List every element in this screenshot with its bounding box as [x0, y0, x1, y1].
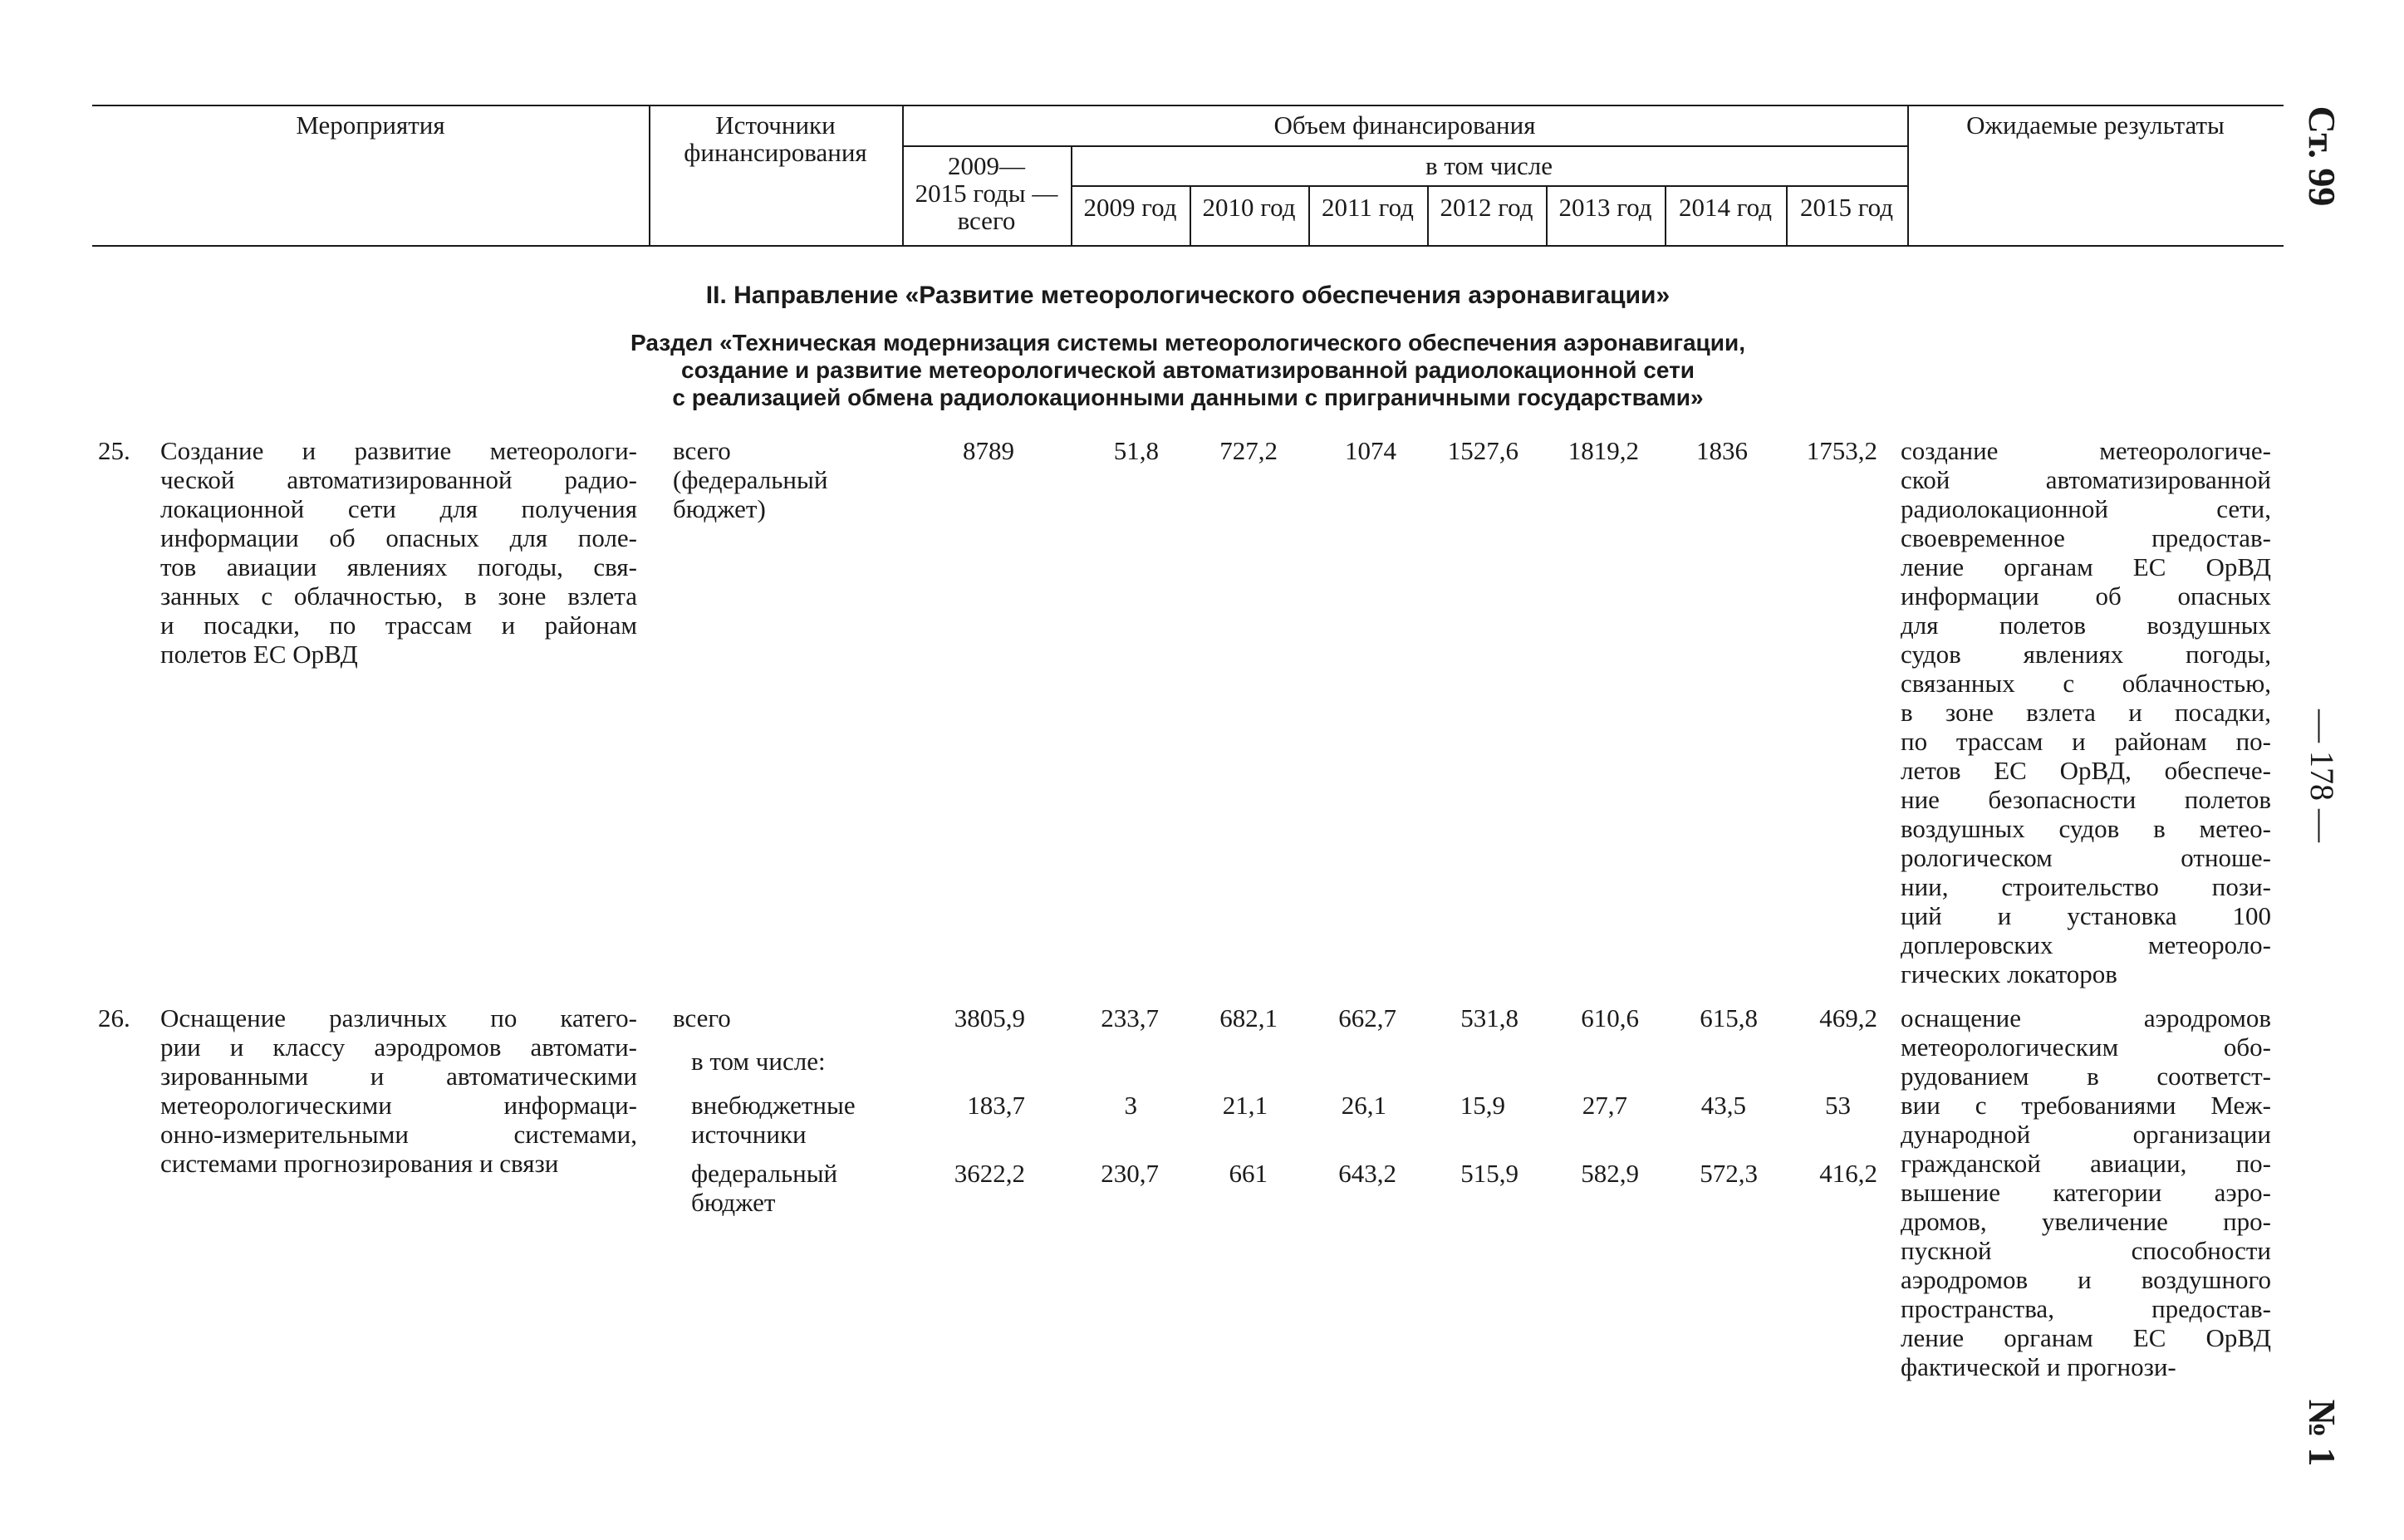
measure-text: зированными и автоматическими [160, 1062, 637, 1091]
header-including: в том числе [1425, 151, 1553, 180]
value-cell: 51,8 [1113, 436, 1159, 465]
value-cell: 26,1 [1341, 1091, 1386, 1120]
header-top-rule [92, 105, 2284, 106]
measure-text: локационной сети для получения [160, 494, 637, 523]
result-text: летов ЕС ОрВД, обеспече- [1901, 756, 2271, 785]
value-cell: 27,7 [1582, 1091, 1627, 1120]
header-year: 2010 год [1202, 193, 1296, 222]
header-year: 2011 год [1322, 193, 1414, 222]
value-cell: 233,7 [1101, 1003, 1159, 1032]
result-text: ление органам ЕС ОрВД [1901, 552, 2271, 581]
value-cell: 1074 [1345, 436, 1396, 465]
source-text: всего [673, 436, 731, 465]
result-text: своевременное предостав- [1901, 523, 2271, 552]
result-text: судов явлениях погоды, [1901, 640, 2271, 669]
result-text: рологическом отноше- [1901, 843, 2271, 872]
source-including: в том числе: [691, 1047, 826, 1076]
subsection-title: создание и развитие метеорологической автоматизированной радиолокационной сети [681, 357, 1695, 383]
header-year: 2012 год [1440, 193, 1533, 222]
header-sources: Источники [715, 110, 836, 140]
measure-text: системами прогнозирования и связи [160, 1149, 559, 1178]
value-cell: 469,2 [1819, 1003, 1877, 1032]
result-text: воздушных судов в метео- [1901, 814, 2271, 843]
header-volume-rule [902, 145, 1907, 147]
source-extrabudget: источники [691, 1120, 807, 1149]
article-marker: Ст. 99 [2301, 105, 2343, 207]
result-text: для полетов воздушных [1901, 611, 2271, 640]
value-cell: 416,2 [1819, 1159, 1877, 1188]
value-cell: 230,7 [1101, 1159, 1159, 1188]
measure-text: Оснащение различных по катего- [160, 1003, 637, 1032]
result-text: создание метеорологиче- [1901, 436, 2271, 465]
source-extrabudget: внебюджетные [691, 1091, 856, 1120]
header-year: 2014 год [1678, 193, 1773, 222]
header-year: 2009 год [1083, 193, 1177, 222]
measure-text: и посадки, по трассам и районам [160, 611, 637, 640]
result-text: ление органам ЕС ОрВД [1901, 1323, 2271, 1352]
value-cell: 661 [1229, 1159, 1268, 1188]
header-total: 2015 годы — [915, 179, 1058, 208]
measure-text: занных с облачностью, в зоне взлета [160, 581, 637, 611]
result-text: дромов, увеличение про- [1901, 1207, 2271, 1236]
header-year: 2015 год [1799, 193, 1894, 222]
value-cell: 582,9 [1581, 1159, 1639, 1188]
source-federal: федеральный [691, 1159, 838, 1188]
result-text: аэродромов и воздушного [1901, 1265, 2271, 1294]
header-sources: финансирования [684, 138, 867, 167]
value-cell: 15,9 [1460, 1091, 1505, 1120]
result-text: ской автоматизированной [1901, 465, 2271, 494]
result-text: вышение категории аэро- [1901, 1178, 2271, 1207]
source-federal: бюджет [691, 1188, 776, 1217]
value-cell: 3 [1124, 1091, 1137, 1120]
value-cell: 615,8 [1700, 1003, 1758, 1032]
source-text: (федеральный [673, 465, 828, 494]
header-year: 2013 год [1558, 193, 1652, 222]
subsection-title: Раздел «Техническая модернизация системы метеорологического обеспечения аэронавигации, [630, 330, 1745, 356]
value-cell: 3805,9 [954, 1003, 1025, 1032]
value-cell: 531,8 [1460, 1003, 1518, 1032]
value-cell: 515,9 [1460, 1159, 1518, 1188]
measure-text: рии и классу аэродромов автомати- [160, 1032, 637, 1062]
value-cell: 8789 [963, 436, 1014, 465]
measure-text: метеорологическими информаци- [160, 1091, 637, 1120]
result-text: нии, строительство пози- [1901, 872, 2271, 901]
header-total: всего [957, 206, 1016, 235]
row-number: 25. [98, 436, 130, 465]
result-text: пространства, предостав- [1901, 1294, 2271, 1323]
result-text: радиолокационной сети, [1901, 494, 2271, 523]
header-results: Ожидаемые результаты [1966, 110, 2225, 140]
value-cell: 1527,6 [1447, 436, 1518, 465]
page-number: — 178 — [2303, 709, 2341, 842]
header-bottom-rule [92, 245, 2284, 247]
value-cell: 662,7 [1338, 1003, 1396, 1032]
header-including-rule [1071, 185, 1907, 187]
result-text: пускной способности [1901, 1236, 2271, 1265]
header-measures: Мероприятия [296, 110, 445, 140]
result-text: фактической и прогнози- [1901, 1352, 2176, 1381]
header-total: 2009— [948, 151, 1025, 180]
section-direction-title: II. Направление «Развитие метеорологического обеспечения аэронавигации» [705, 282, 1671, 309]
result-text: в зоне взлета и посадки, [1901, 698, 2271, 727]
source-total: всего [673, 1003, 731, 1032]
result-text: ций и установка 100 [1901, 901, 2271, 930]
subsection-title: с реализацией обмена радиолокационными данными с приграничными государствами» [672, 385, 1704, 410]
value-cell: 643,2 [1338, 1159, 1396, 1188]
value-cell: 183,7 [967, 1091, 1025, 1120]
result-text: рудованием в соответст- [1901, 1062, 2271, 1091]
row-number: 26. [98, 1003, 130, 1032]
result-text: связанных с облачностью, [1901, 669, 2271, 698]
value-cell: 610,6 [1581, 1003, 1639, 1032]
result-text: по трассам и районам по- [1901, 727, 2271, 756]
value-cell: 1819,2 [1568, 436, 1639, 465]
source-text: бюджет) [673, 494, 766, 523]
value-cell: 53 [1825, 1091, 1851, 1120]
measure-text: тов авиации явлениях погоды, свя- [160, 552, 637, 581]
value-cell: 682,1 [1219, 1003, 1278, 1032]
value-cell: 3622,2 [954, 1159, 1025, 1188]
value-cell: 572,3 [1700, 1159, 1758, 1188]
issue-number: № 1 [2301, 1399, 2343, 1467]
value-cell: 21,1 [1222, 1091, 1268, 1120]
value-cell: 727,2 [1219, 436, 1278, 465]
header-volume: Объем финансирования [1273, 110, 1536, 140]
result-text: оснащение аэродромов [1901, 1003, 2271, 1032]
measure-text: онно-измерительными системами, [160, 1120, 637, 1149]
result-text: доплеровских метеороло- [1901, 930, 2271, 959]
result-text: вии с требованиями Меж- [1901, 1091, 2271, 1120]
value-cell: 1836 [1696, 436, 1748, 465]
result-text: ние безопасности полетов [1901, 785, 2271, 814]
measure-text: полетов ЕС ОрВД [160, 640, 358, 669]
measure-text: ческой автоматизированной радио- [160, 465, 637, 494]
result-text: метеорологическим обо- [1901, 1032, 2271, 1062]
value-cell: 43,5 [1700, 1091, 1746, 1120]
measure-text: информации об опасных для поле- [160, 523, 637, 552]
value-cell: 1753,2 [1806, 436, 1877, 465]
result-text: дународной организации [1901, 1120, 2271, 1149]
measure-text: Создание и развитие метеорологи- [160, 436, 637, 465]
result-text: гических локаторов [1901, 959, 2117, 988]
result-text: информации об опасных [1901, 581, 2271, 611]
result-text: гражданской авиации, по- [1901, 1149, 2271, 1178]
